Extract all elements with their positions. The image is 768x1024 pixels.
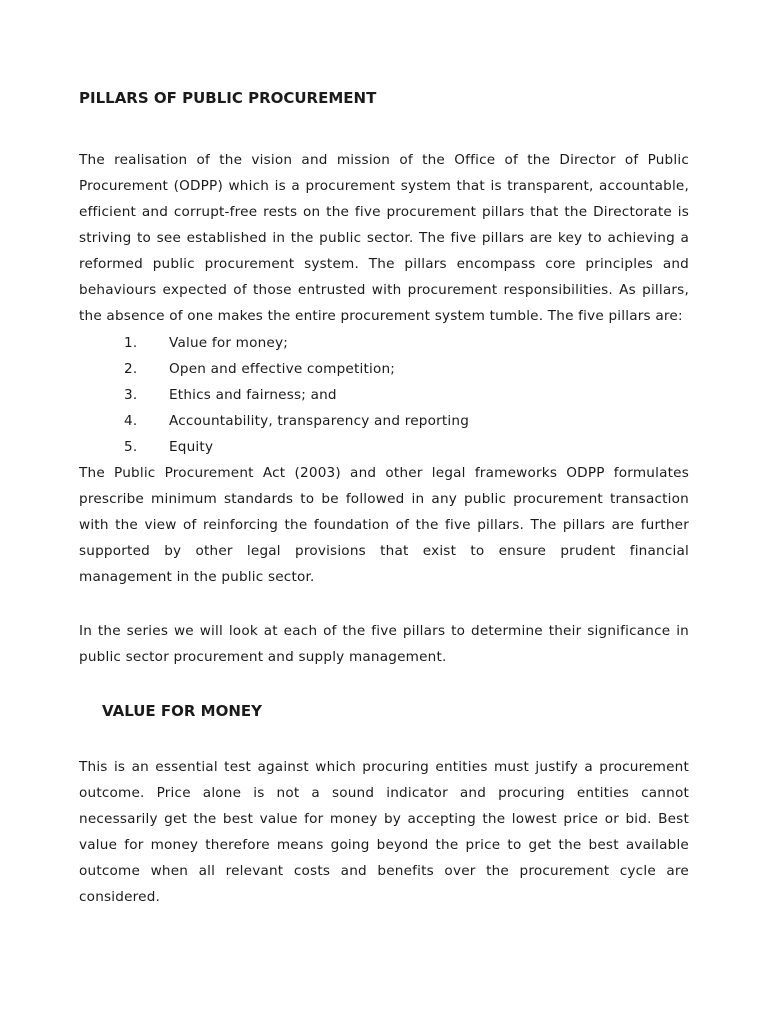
series-paragraph: In the series we will look at each of the five pillars to determine their significance in public sector procurement and supply management. xyxy=(79,623,689,665)
list-item-number: 3. xyxy=(124,387,138,403)
list-item-number: 4. xyxy=(124,413,138,429)
list-item-number: 2. xyxy=(124,361,138,377)
list-item-text: Equity xyxy=(169,439,214,455)
legal-framework-paragraph: The Public Procurement Act (2003) and other legal frameworks ODPP formulates prescribe minimum standards to be followed in any public procurement transaction with the view of reinforcing the foundation of the five pillars. The pillars are further supported by other legal provisions that exist to ensure prudent financial management in the public sector. xyxy=(79,465,689,585)
list-item-text: Open and effective competition; xyxy=(169,361,396,377)
list-item-number: 1. xyxy=(124,335,138,351)
section-heading: VALUE FOR MONEY xyxy=(102,702,262,720)
list-item-text: Accountability, transparency and reporting xyxy=(169,413,470,429)
list-item-text: Value for money; xyxy=(169,335,289,351)
intro-paragraph: The realisation of the vision and mission of the Office of the Director of Public Procurement (ODPP) which is a procurement system that is transparent, accountable, efficient and corrupt-free rests on the five procurement pillars that the Directorate is striving to see established in the public sector. The five pillars are key to achieving a reformed public procurement system. The pillars encompass core principles and behaviours expected of those entrusted with procurement responsibilities. As pillars, the absence of one makes the entire procurement system tumble. The five pillars are: xyxy=(79,152,689,324)
value-for-money-paragraph: This is an essential test against which procuring entities must justify a procurement outcome. Price alone is not a sound indicator and procuring entities cannot necessarily get the best value for money by accepting the lowest price or bid. Best value for money therefore means going beyond the price to get the best available outcome when all relevant costs and benefits over the procurement cycle are considered. xyxy=(79,759,689,905)
list-item-text: Ethics and fairness; and xyxy=(169,387,337,403)
list-item-number: 5. xyxy=(124,439,138,455)
page-title: PILLARS OF PUBLIC PROCUREMENT xyxy=(79,89,377,107)
